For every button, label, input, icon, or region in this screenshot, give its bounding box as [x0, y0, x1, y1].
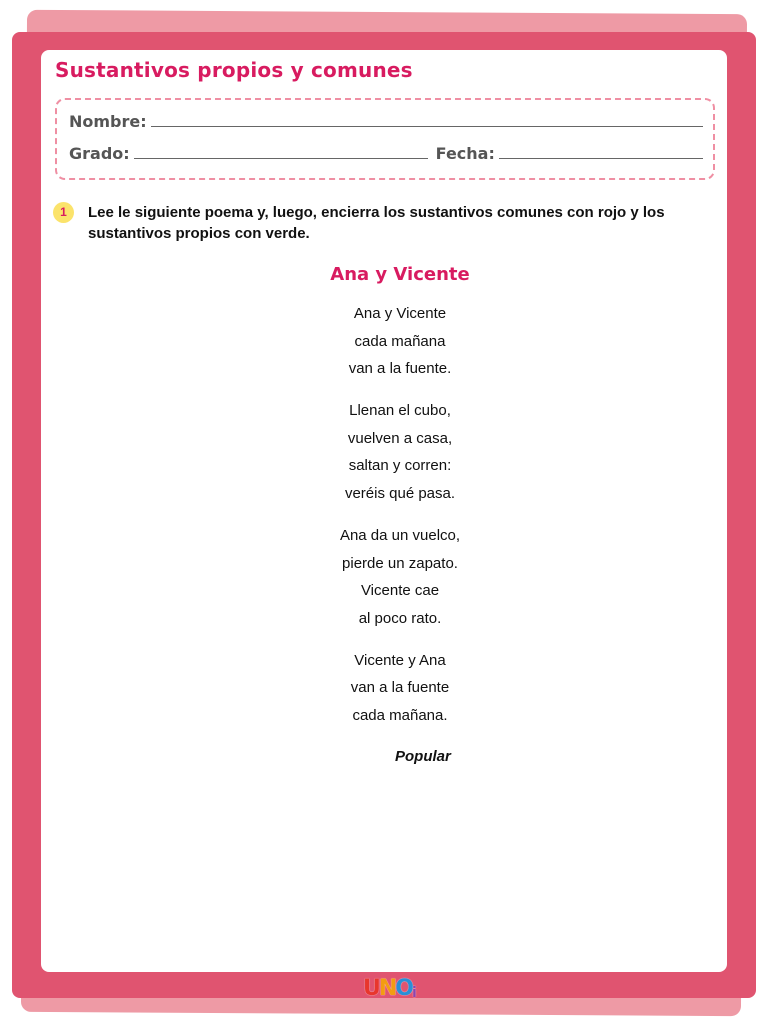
poem-line: vuelven a casa, — [347, 429, 453, 447]
instruction-number-badge: 1 — [53, 202, 74, 223]
instruction-text: Lee le siguiente poema y, luego, encierra los sustantivos comunes con rojo y los sustantivos propios con verde. — [88, 204, 665, 242]
poem-stanza — [41, 522, 759, 633]
poem-line: van a la fuente — [350, 679, 450, 697]
poem-stanza — [41, 647, 759, 730]
poem-line: cada mañana — [354, 332, 446, 350]
student-info-box — [55, 98, 715, 180]
grado-fecha-row — [69, 144, 703, 163]
fecha-label: Fecha: — [435, 144, 495, 163]
poem-line: cada mañana. — [352, 706, 448, 724]
logo-letter: i — [412, 985, 415, 1001]
poem-line: pierde un zapato. — [342, 554, 458, 572]
poem-line: Vicente cae — [360, 582, 440, 600]
poem-line: van a la fuente. — [348, 360, 452, 378]
poem-title: Ana y Vicente — [330, 264, 470, 285]
logo-letter: O — [395, 976, 412, 1001]
poem-stanza — [41, 397, 759, 508]
poem-stanza — [41, 300, 759, 383]
poem-line: Llenan el cubo, — [349, 402, 451, 420]
poem — [41, 300, 759, 744]
poem-line: al poco rato. — [358, 609, 442, 627]
logo-letter: N — [378, 976, 396, 1001]
worksheet-title: Sustantivos propios y comunes — [55, 58, 413, 82]
poem-line: Ana y Vicente — [353, 305, 447, 322]
poem-line: Ana da un vuelco, — [339, 526, 461, 544]
nombre-row — [69, 112, 703, 131]
logo-letter: U — [363, 976, 379, 1001]
fecha-field[interactable] — [499, 157, 703, 159]
poem-line: saltan y corren: — [348, 457, 452, 475]
poem-author: Popular — [395, 748, 451, 765]
poem-line: Vicente y Ana — [354, 651, 446, 669]
unoi-logo — [363, 975, 415, 1001]
nombre-label: Nombre: — [69, 112, 147, 131]
nombre-field[interactable] — [151, 125, 703, 127]
grado-field[interactable] — [134, 157, 428, 159]
grado-label: Grado: — [69, 144, 130, 163]
worksheet-page — [41, 50, 727, 972]
poem-line: veréis qué pasa. — [344, 485, 456, 503]
